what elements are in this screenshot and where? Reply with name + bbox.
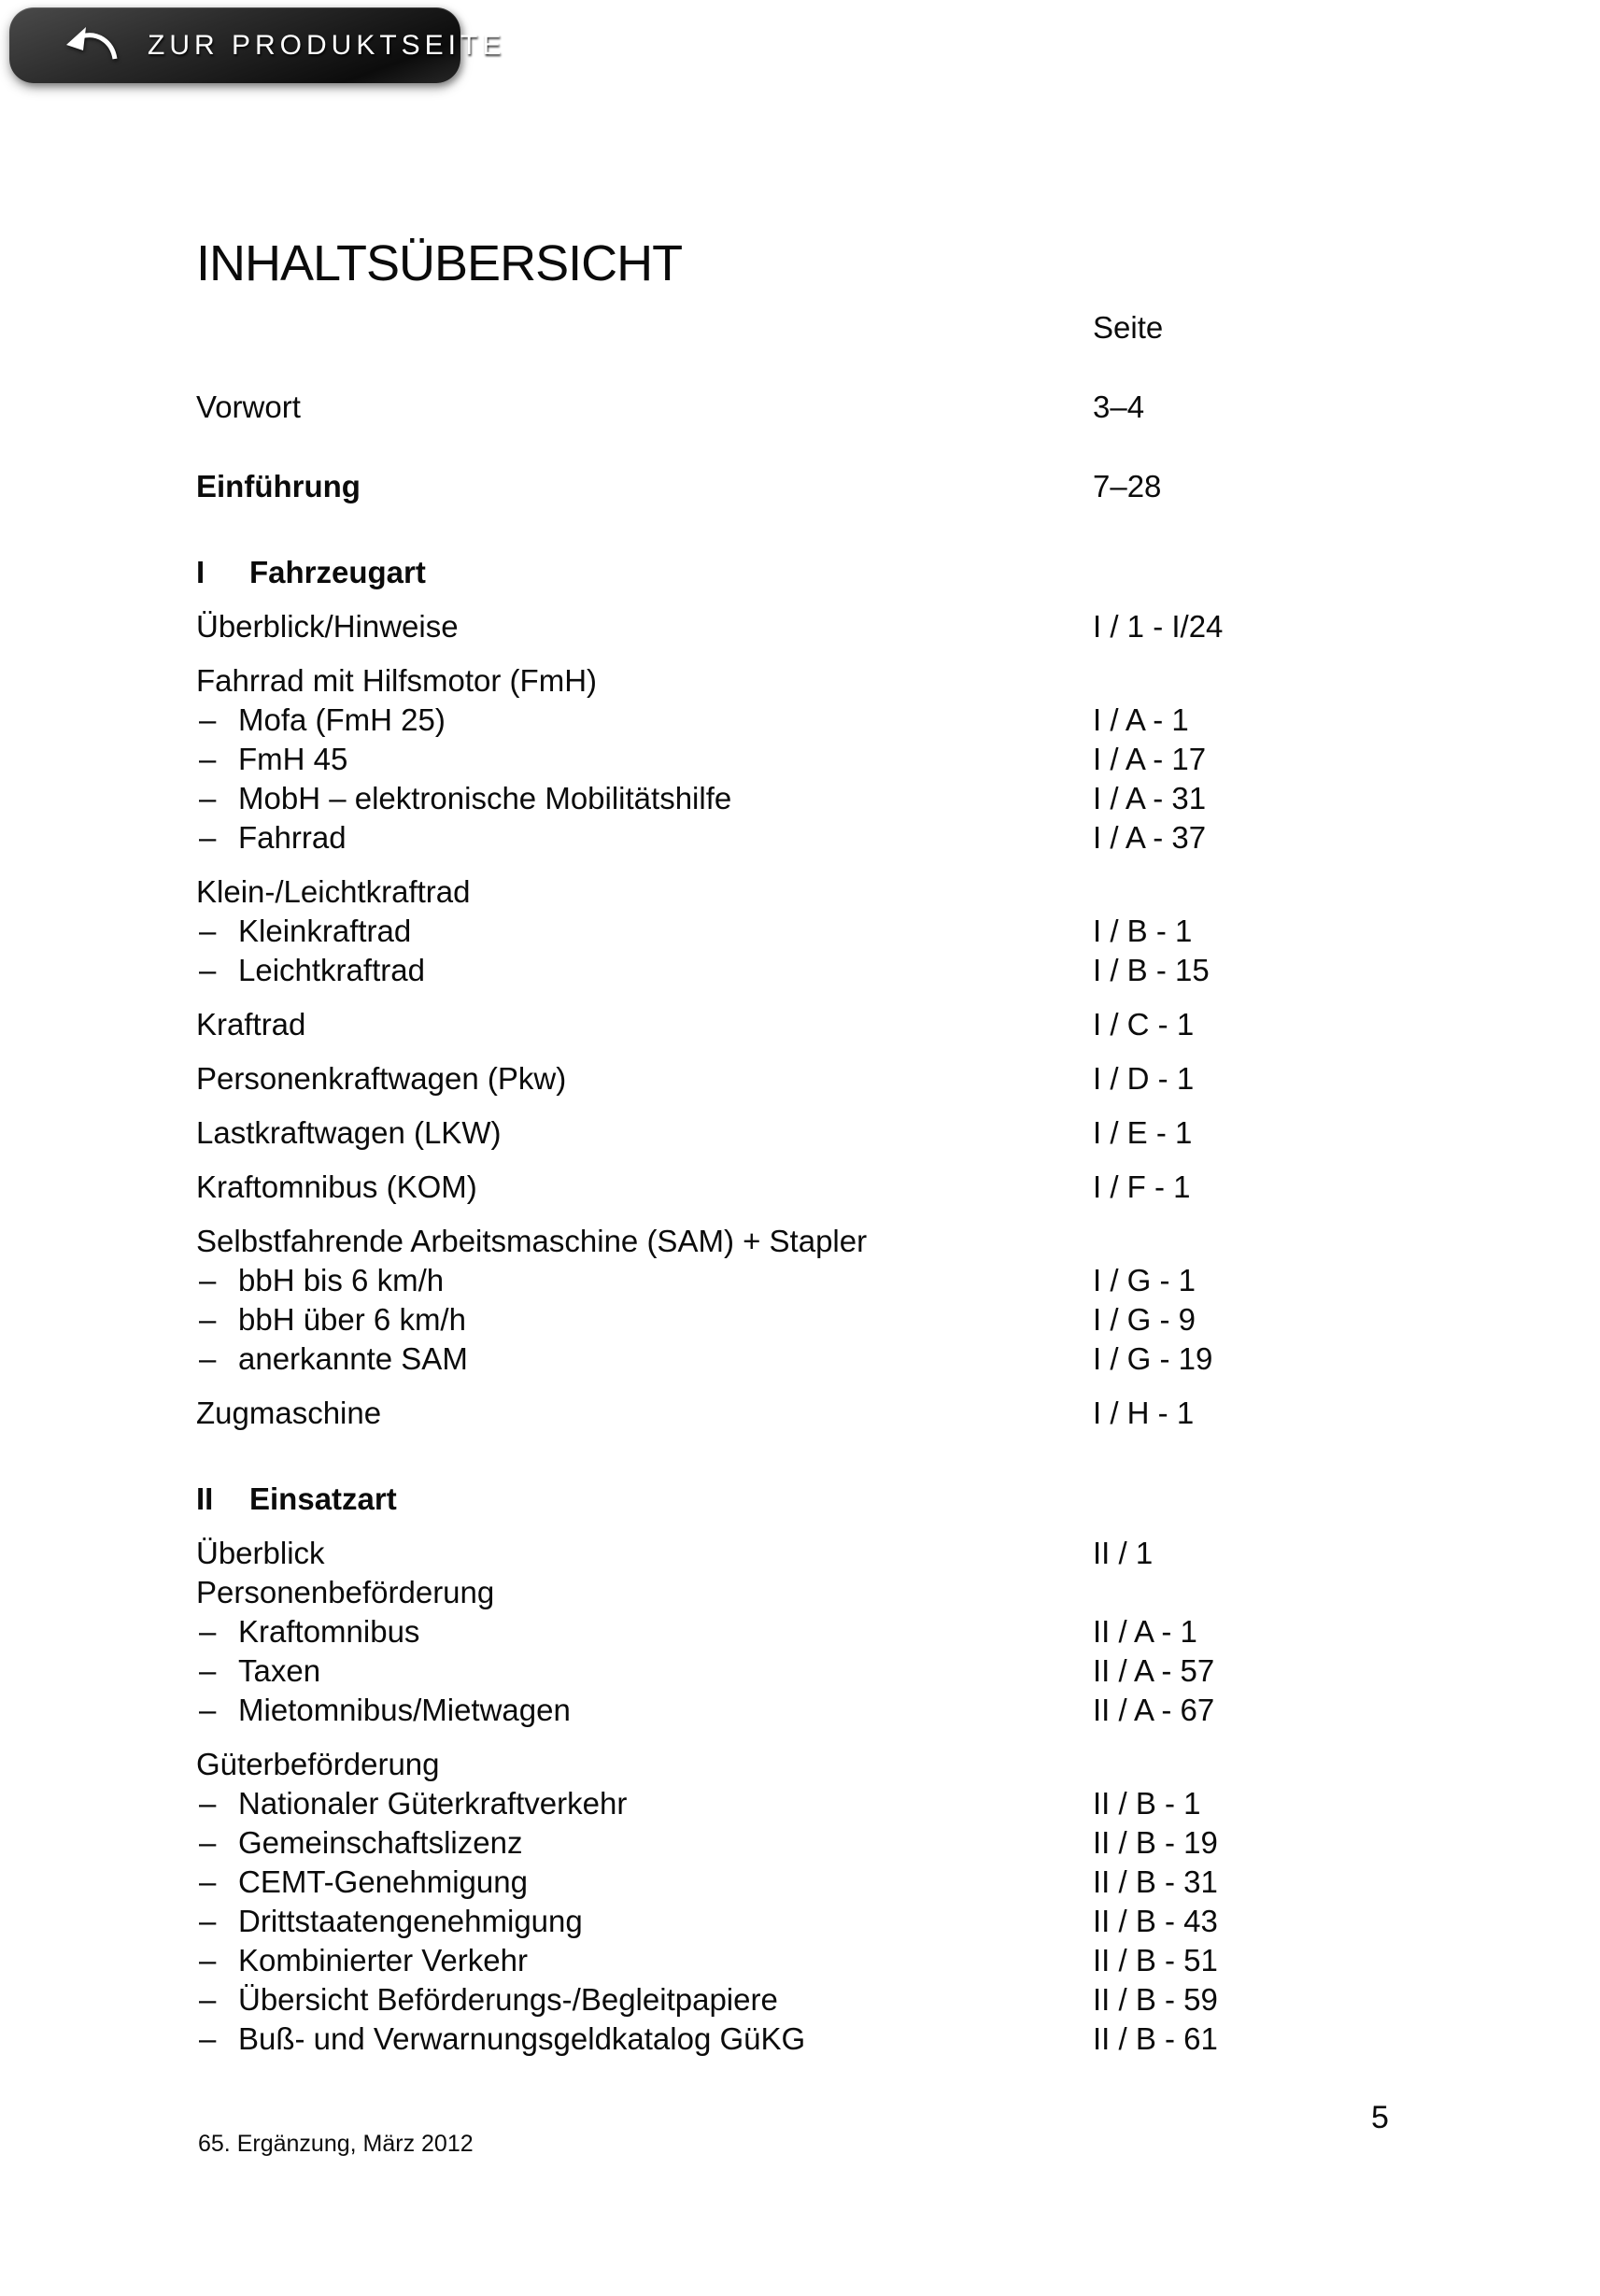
toc-entry-page: I / A - 37 bbox=[1093, 820, 1207, 855]
dash-marker: – bbox=[199, 1341, 217, 1376]
toc-row bbox=[196, 1863, 1326, 1902]
toc-row bbox=[196, 661, 1326, 701]
toc-entry-label: – Gemeinschaftslizenz bbox=[196, 1825, 522, 1860]
toc-entry-label: Fahrrad mit Hilfsmotor (FmH) bbox=[196, 663, 598, 698]
toc-entry-label: – Kraftomnibus bbox=[196, 1614, 419, 1649]
dash-marker: – bbox=[199, 1786, 217, 1821]
toc-entry-label: – Mietomnibus/Mietwagen bbox=[196, 1693, 571, 1727]
toc-entry-label: – Kombinierter Verkehr bbox=[196, 1943, 528, 1977]
toc-entry-page: I / A - 1 bbox=[1093, 702, 1189, 737]
toc-row bbox=[196, 818, 1326, 857]
page-column-header: Seite bbox=[1093, 310, 1164, 345]
toc-entry-label: I Fahrzeugart bbox=[196, 555, 426, 589]
dash-marker: – bbox=[199, 1263, 217, 1297]
toc-entry-page: II / B - 43 bbox=[1093, 1904, 1218, 1938]
page-number: 5 bbox=[1371, 2100, 1389, 2135]
toc-entry-page: 7–28 bbox=[1093, 469, 1162, 503]
dash-marker: – bbox=[199, 820, 217, 855]
dash-marker: – bbox=[199, 1693, 217, 1727]
toc-entry-page: I / E - 1 bbox=[1093, 1115, 1193, 1150]
toc-entry-label: Einführung bbox=[196, 469, 361, 503]
toc-entry-label: Güterbeförderung bbox=[196, 1747, 440, 1781]
dash-marker: – bbox=[199, 1904, 217, 1938]
toc-entry-page: II / B - 31 bbox=[1093, 1864, 1218, 1899]
toc-entry-label: – Nationaler Güterkraftverkehr bbox=[196, 1786, 627, 1821]
toc-entry-page: II / A - 57 bbox=[1093, 1653, 1215, 1688]
toc-row bbox=[196, 1480, 1326, 1519]
toc-row bbox=[196, 1573, 1326, 1612]
toc-entry-page: I / G - 19 bbox=[1093, 1341, 1213, 1376]
toc-entry-page: II / B - 61 bbox=[1093, 2021, 1218, 2056]
toc-row bbox=[196, 740, 1326, 779]
toc-row bbox=[196, 1113, 1326, 1153]
toc-page bbox=[196, 235, 1326, 2059]
back-arrow-icon bbox=[64, 25, 118, 65]
toc-row bbox=[196, 2020, 1326, 2059]
toc-entry-label: Selbstfahrende Arbeitsmaschine (SAM) + Stapler bbox=[196, 1224, 868, 1258]
edition-note: 65. Ergänzung, März 2012 bbox=[198, 2131, 474, 2157]
toc-row bbox=[196, 1745, 1326, 1784]
toc-row bbox=[196, 872, 1326, 912]
toc-entry-label: Kraftomnibus (KOM) bbox=[196, 1169, 477, 1204]
toc-entry-page: I / H - 1 bbox=[1093, 1396, 1195, 1430]
toc-row bbox=[196, 1784, 1326, 1823]
toc-row bbox=[196, 1823, 1326, 1863]
dash-marker: – bbox=[199, 1943, 217, 1977]
toc-entry-label: – anerkannte SAM bbox=[196, 1341, 468, 1376]
toc-entry-label: II Einsatzart bbox=[196, 1481, 397, 1516]
toc-entry-label: – Übersicht Beförderungs-/Begleitpapiere bbox=[196, 1982, 778, 2017]
toc-entry-page: I / 1 - I/24 bbox=[1093, 609, 1224, 644]
toc-rows bbox=[196, 388, 1326, 2059]
toc-row bbox=[196, 1612, 1326, 1651]
dash-marker: – bbox=[199, 1864, 217, 1899]
toc-row bbox=[196, 553, 1326, 592]
toc-entry-label: Lastkraftwagen (LKW) bbox=[196, 1115, 502, 1150]
toc-entry-page: 3–4 bbox=[1093, 390, 1145, 424]
toc-entry-page: II / 1 bbox=[1093, 1536, 1154, 1570]
toc-entry-page: II / B - 19 bbox=[1093, 1825, 1218, 1860]
toc-entry-label: – bbH über 6 km/h bbox=[196, 1302, 466, 1337]
toc-entry-label: Zugmaschine bbox=[196, 1396, 382, 1430]
toc-row bbox=[196, 1261, 1326, 1300]
toc-entry-page: I / F - 1 bbox=[1093, 1169, 1191, 1204]
toc-entry-label: – Drittstaatengenehmigung bbox=[196, 1904, 583, 1938]
toc-entry-label: – Taxen bbox=[196, 1653, 320, 1688]
dash-marker: – bbox=[199, 781, 217, 815]
toc-entry-page: II / B - 51 bbox=[1093, 1943, 1218, 1977]
toc-entry-label: Überblick bbox=[196, 1536, 325, 1570]
toc-row bbox=[196, 1691, 1326, 1730]
toc-entry-label: Überblick/Hinweise bbox=[196, 609, 459, 644]
toc-row bbox=[196, 779, 1326, 818]
toc-entry-page: I / B - 1 bbox=[1093, 914, 1193, 948]
toc-entry-label: – bbH bis 6 km/h bbox=[196, 1263, 444, 1297]
dash-marker: – bbox=[199, 1653, 217, 1688]
toc-entry-page: II / B - 59 bbox=[1093, 1982, 1218, 2017]
toc-entry-label: – CEMT-Genehmigung bbox=[196, 1864, 528, 1899]
dash-marker: – bbox=[199, 742, 217, 776]
dash-marker: – bbox=[199, 2021, 217, 2056]
toc-row bbox=[196, 1534, 1326, 1573]
toc-row bbox=[196, 951, 1326, 990]
toc-entry-page: I / G - 1 bbox=[1093, 1263, 1196, 1297]
toc-entry-page: I / C - 1 bbox=[1093, 1007, 1195, 1042]
toc-entry-label: – Leichtkraftrad bbox=[196, 953, 425, 987]
toc-row bbox=[196, 1339, 1326, 1379]
toc-row bbox=[196, 1222, 1326, 1261]
toc-entry-page: I / G - 9 bbox=[1093, 1302, 1196, 1337]
toc-row bbox=[196, 912, 1326, 951]
toc-entry-label: Klein-/Leichtkraftrad bbox=[196, 874, 471, 909]
back-to-product-page-button[interactable] bbox=[9, 7, 506, 83]
toc-entry-label: – Fahrrad bbox=[196, 820, 347, 855]
toc-row bbox=[196, 1394, 1326, 1433]
dash-marker: – bbox=[199, 914, 217, 948]
toc-entry-page: II / A - 1 bbox=[1093, 1614, 1197, 1649]
dash-marker: – bbox=[199, 1614, 217, 1649]
dash-marker: – bbox=[199, 953, 217, 987]
toc-entry-page: II / B - 1 bbox=[1093, 1786, 1201, 1821]
toc-entry-label: – Buß- und Verwarnungsgeldkatalog GüKG bbox=[196, 2021, 805, 2056]
toc-row bbox=[196, 701, 1326, 740]
section-numeral: II bbox=[196, 1481, 214, 1516]
toc-entry-label: Vorwort bbox=[196, 390, 301, 424]
column-header-row bbox=[196, 308, 1326, 347]
toc-entry-page: I / D - 1 bbox=[1093, 1061, 1195, 1096]
section-numeral: I bbox=[196, 555, 205, 589]
toc-entry-page: I / B - 15 bbox=[1093, 953, 1210, 987]
dash-marker: – bbox=[199, 702, 217, 737]
page-title: INHALTSÜBERSICHT bbox=[196, 235, 683, 291]
toc-entry-page: II / A - 67 bbox=[1093, 1693, 1215, 1727]
back-button-label: ZUR PRODUKTSEITE bbox=[148, 29, 506, 61]
toc-row bbox=[196, 1300, 1326, 1339]
dash-marker: – bbox=[199, 1825, 217, 1860]
toc-row bbox=[196, 1941, 1326, 1980]
dash-marker: – bbox=[199, 1302, 217, 1337]
toc-entry-label: – MobH – elektronische Mobilitätshilfe bbox=[196, 781, 731, 815]
toc-entry-label: Personenkraftwagen (Pkw) bbox=[196, 1061, 567, 1096]
toc-row bbox=[196, 1005, 1326, 1044]
toc-row bbox=[196, 1059, 1326, 1098]
toc-entry-label: Personenbeförderung bbox=[196, 1575, 495, 1609]
toc-entry-label: – Kleinkraftrad bbox=[196, 914, 411, 948]
toc-entry-label: – FmH 45 bbox=[196, 742, 347, 776]
toc-row bbox=[196, 1168, 1326, 1207]
dash-marker: – bbox=[199, 1982, 217, 2017]
toc-row bbox=[196, 1980, 1326, 2020]
toc-row bbox=[196, 607, 1326, 646]
toc-row bbox=[196, 1651, 1326, 1691]
toc-entry-page: I / A - 31 bbox=[1093, 781, 1207, 815]
toc-entry-label: Kraftrad bbox=[196, 1007, 306, 1042]
toc-entry-label: – Mofa (FmH 25) bbox=[196, 702, 446, 737]
toc-row bbox=[196, 388, 1326, 427]
toc-row bbox=[196, 467, 1326, 506]
toc-entry-page: I / A - 17 bbox=[1093, 742, 1207, 776]
toc-row bbox=[196, 1902, 1326, 1941]
